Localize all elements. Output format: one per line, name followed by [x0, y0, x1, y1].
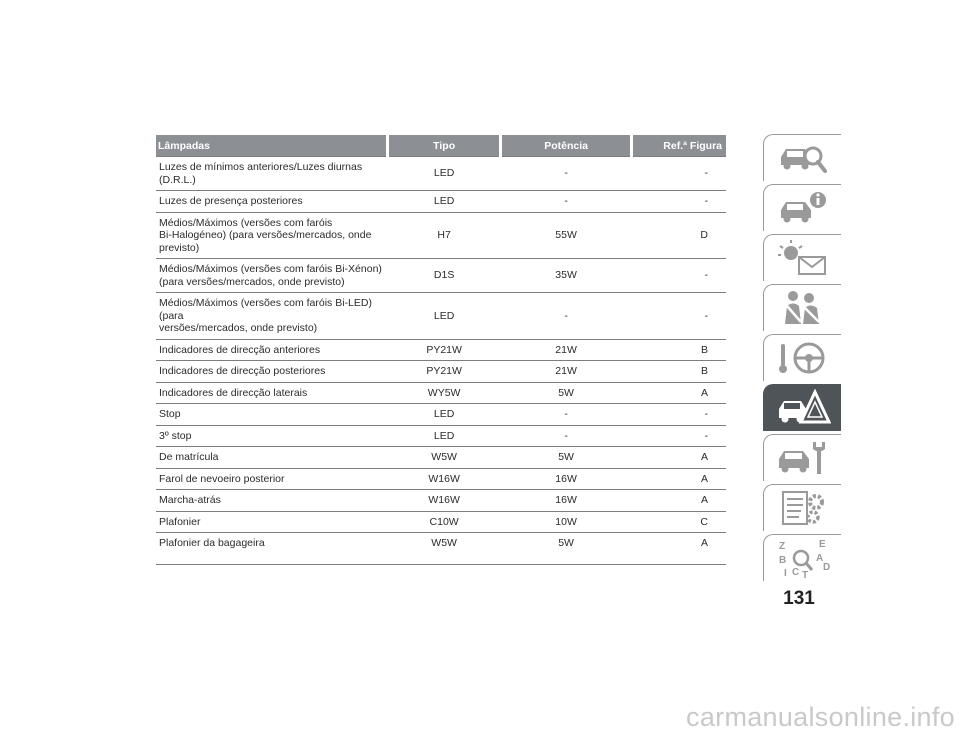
- steering-wheel-icon: [775, 338, 831, 378]
- lamp-type-cell: WY5W: [388, 382, 500, 404]
- tab-technical-data[interactable]: [763, 484, 841, 531]
- index-letter: D: [822, 562, 830, 573]
- table-row: [156, 404, 726, 426]
- lamp-specs-table: [156, 135, 726, 565]
- lamp-name-cell: Indicadores de direcção laterais: [156, 382, 388, 404]
- figure-ref-cell: -: [632, 191, 726, 213]
- figure-ref-cell: B: [632, 361, 726, 383]
- watermark: carmanualsonline.info: [686, 702, 955, 732]
- tab-maintenance[interactable]: [763, 434, 841, 481]
- lamp-type-cell: D1S: [388, 259, 500, 293]
- table-row: [156, 212, 726, 259]
- lamp-type-cell: C10W: [388, 511, 500, 533]
- index-letter: I: [783, 568, 787, 578]
- figure-ref-cell: C: [632, 511, 726, 533]
- tab-emergency[interactable]: [763, 384, 841, 431]
- lamp-name-cell: Indicadores de direcção anteriores: [156, 339, 388, 361]
- lamp-power-cell: 16W: [500, 468, 632, 490]
- lamp-name-cell: Luzes de mínimos anteriores/Luzes diurnas (D.R.L.): [156, 157, 388, 191]
- lamp-power-cell: 16W: [500, 490, 632, 512]
- figure-ref-cell: -: [632, 259, 726, 293]
- lamp-power-cell: 10W: [500, 511, 632, 533]
- lamp-power-cell: -: [500, 425, 632, 447]
- lamp-power-cell: 35W: [500, 259, 632, 293]
- figure-ref-cell: D: [632, 212, 726, 259]
- lamp-power-cell: 21W: [500, 361, 632, 383]
- header-figure-ref: Ref.ª Figura: [632, 135, 726, 157]
- table-row: [156, 468, 726, 490]
- lamp-power-cell: 5W: [500, 382, 632, 404]
- table-row: [156, 425, 726, 447]
- lamp-power-cell: -: [500, 293, 632, 340]
- tab-starting-driving[interactable]: [763, 334, 841, 381]
- table-header-row: [156, 135, 726, 157]
- figure-ref-cell: -: [632, 425, 726, 447]
- table-row: [156, 339, 726, 361]
- figure-ref-cell: -: [632, 404, 726, 426]
- lamp-type-cell: LED: [388, 157, 500, 191]
- table-row: [156, 191, 726, 213]
- lamp-name-cell: De matrícula: [156, 447, 388, 469]
- table-row: [156, 511, 726, 533]
- figure-ref-cell: A: [632, 490, 726, 512]
- lamp-name-cell: Médios/Máximos (versões com faróis Bi-Halogéneo) (para versões/mercados, onde previsto): [156, 212, 388, 259]
- table-row: [156, 259, 726, 293]
- lamp-type-cell: LED: [388, 293, 500, 340]
- lamp-name-cell: Luzes de presença posteriores: [156, 191, 388, 213]
- lamp-name-cell: Marcha-atrás: [156, 490, 388, 512]
- index-letter: C: [791, 567, 799, 578]
- lamp-type-cell: W16W: [388, 490, 500, 512]
- seatbelt-airbag-icon: [775, 288, 831, 328]
- lamp-type-cell: PY21W: [388, 339, 500, 361]
- tab-vehicle-info[interactable]: [763, 184, 841, 231]
- lamp-type-cell: W5W: [388, 533, 500, 565]
- lamp-type-cell: PY21W: [388, 361, 500, 383]
- lamp-power-cell: 21W: [500, 339, 632, 361]
- header-type: Tipo: [388, 135, 500, 157]
- table-row: [156, 447, 726, 469]
- specs-gear-icon: [775, 488, 831, 528]
- figure-ref-cell: -: [632, 293, 726, 340]
- car-breakdown-warning-icon: [775, 388, 831, 428]
- lamp-name-cell: Indicadores de direcção posteriores: [156, 361, 388, 383]
- lamp-type-cell: LED: [388, 404, 500, 426]
- lamp-name-cell: Médios/Máximos (versões com faróis Bi-Xénon) (para versões/mercados, onde previsto): [156, 259, 388, 293]
- tab-safety[interactable]: [763, 284, 841, 331]
- table-row: [156, 382, 726, 404]
- header-lamps: Lâmpadas: [156, 135, 388, 157]
- table-row: [156, 490, 726, 512]
- figure-ref-cell: A: [632, 447, 726, 469]
- header-power: Potência: [500, 135, 632, 157]
- lamp-power-cell: -: [500, 157, 632, 191]
- figure-ref-cell: A: [632, 468, 726, 490]
- tab-knowing-vehicle[interactable]: [763, 134, 841, 181]
- lamp-name-cell: 3º stop: [156, 425, 388, 447]
- page-number: 131: [783, 588, 815, 609]
- lamp-type-cell: W16W: [388, 468, 500, 490]
- figure-ref-cell: B: [632, 339, 726, 361]
- table-row: [156, 533, 726, 565]
- lamp-power-cell: 55W: [500, 212, 632, 259]
- lamp-name-cell: Plafonier: [156, 511, 388, 533]
- lamp-power-cell: -: [500, 191, 632, 213]
- lamp-type-cell: W5W: [388, 447, 500, 469]
- table-row: [156, 293, 726, 340]
- index-letter: T: [801, 570, 808, 578]
- lamp-type-cell: LED: [388, 191, 500, 213]
- index-letter: B: [778, 555, 786, 566]
- car-wrench-icon: [775, 438, 831, 478]
- chapter-tab-rail: [763, 134, 841, 584]
- car-info-icon: [775, 188, 831, 228]
- tab-warning-lights[interactable]: [763, 234, 841, 281]
- index-letter: A: [815, 553, 823, 564]
- figure-ref-cell: -: [632, 157, 726, 191]
- index-letter: E: [818, 539, 826, 550]
- tab-index[interactable]: [763, 534, 841, 581]
- lamp-type-cell: LED: [388, 425, 500, 447]
- table-row: [156, 361, 726, 383]
- lamp-name-cell: Médios/Máximos (versões com faróis Bi-LED) (para versões/mercados, onde previsto): [156, 293, 388, 340]
- warning-light-envelope-icon: [775, 238, 831, 278]
- index-letter: Z: [778, 541, 785, 552]
- figure-ref-cell: A: [632, 533, 726, 565]
- lamp-power-cell: 5W: [500, 533, 632, 565]
- lamp-name-cell: Plafonier da bagageira: [156, 533, 388, 565]
- lamp-name-cell: Farol de nevoeiro posterior: [156, 468, 388, 490]
- index-alphabet-icon: [775, 538, 831, 578]
- table-body: [156, 157, 726, 565]
- figure-ref-cell: A: [632, 382, 726, 404]
- car-magnifier-icon: [775, 138, 831, 178]
- table-row: [156, 157, 726, 191]
- lamp-type-cell: H7: [388, 212, 500, 259]
- lamp-power-cell: -: [500, 404, 632, 426]
- lamp-power-cell: 5W: [500, 447, 632, 469]
- lamp-name-cell: Stop: [156, 404, 388, 426]
